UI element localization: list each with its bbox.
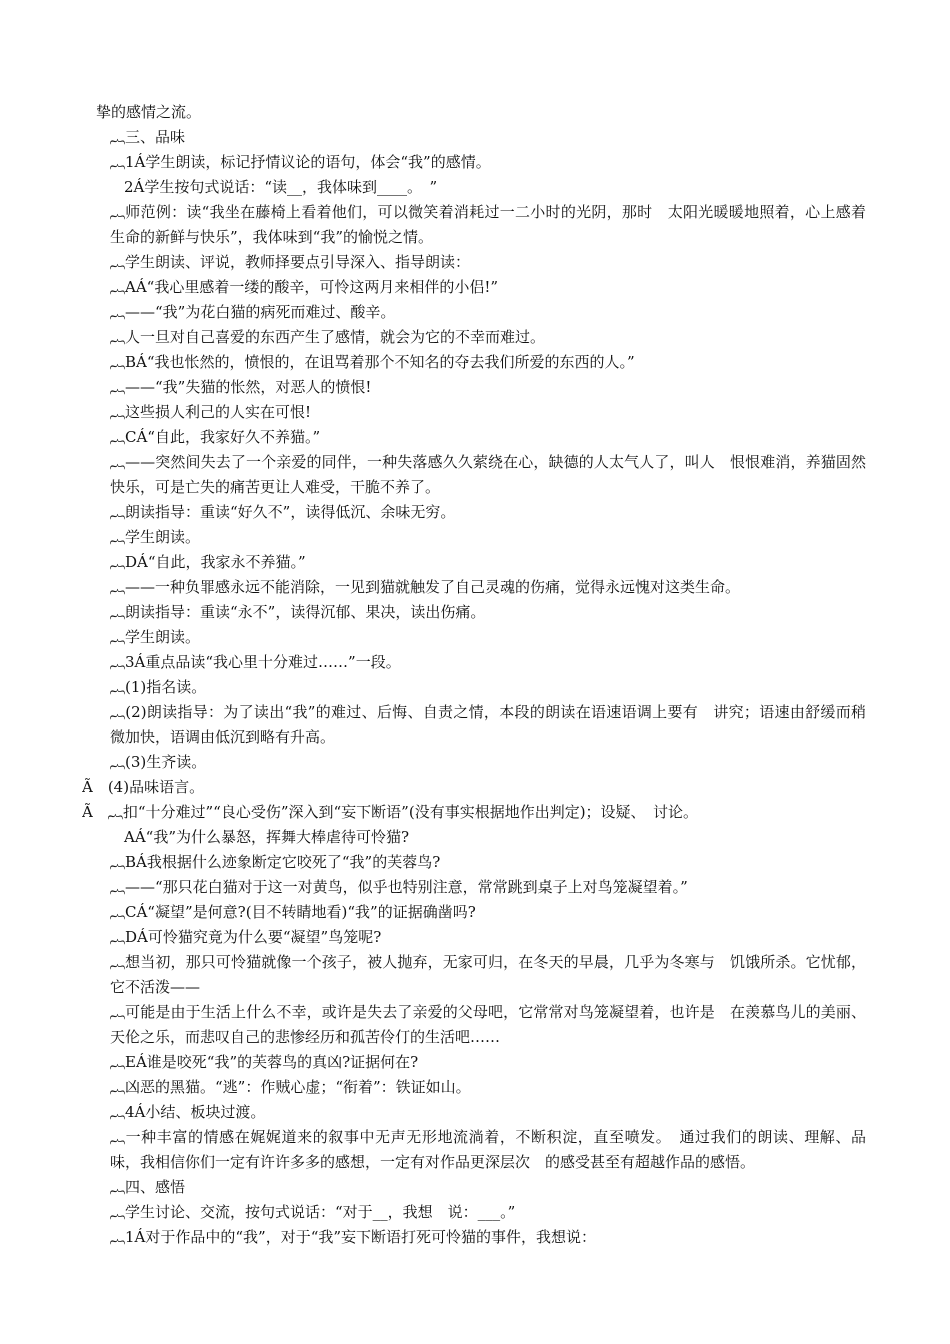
text-line: Ã ︷扣“十分难过”“良心受伤”深入到“妄下断语”(没有事实根据地作出判定)；设疑、 讨论。 [82, 803, 699, 821]
text-line: ︷CÁ“凝望”是何意?(目不转睛地看)“我”的证据确凿吗? [110, 903, 476, 921]
text-line: ︷DÁ“自此，我家永不养猫。” [110, 553, 306, 571]
text-line: ︷这些损人利己的人实在可恨! [110, 403, 312, 421]
text-line: ︷学生讨论、交流，按句式说话：“对于__，我想 说：___。” [110, 1203, 516, 1221]
text-line: AÁ“我”为什么暴怒，挥舞大棒虐待可怜猫? [124, 828, 410, 846]
section-heading: ︷四、感悟 [110, 1178, 186, 1196]
text-line: ︷BÁ“我也怅然的，愤恨的，在诅骂着那个不知名的夺去我们所爱的东西的人。” [110, 353, 635, 371]
section-heading: ︷三、品味 [110, 128, 186, 146]
text-line: ︷凶恶的黑猫。“逃”：作贼心虚；“衔着”：铁证如山。 [110, 1078, 471, 1096]
text-line: ︷3Á重点品读“我心里十分难过……”一段。 [110, 653, 401, 671]
paragraph: ︷一种丰富的情感在娓娓道来的叙事中无声无形地流淌着，不断积淀，直至喷发。 通过我们的朗读、理解、品味，我相信你们一定有许许多多的感想，一定有对作品更深层次 的感受甚至有超越作品的感悟。 [110, 1128, 866, 1171]
paragraph: ︷想当初，那只可怜猫就像一个孩子，被人抛弃，无家可归，在冬天的早晨，几乎为冬寒与 饥饿所杀。它忧郁，它不活泼—— [110, 953, 866, 996]
paragraph: ︷可能是由于生活上什么不幸，或许是失去了亲爱的父母吧，它常常对鸟笼凝望着，也许是 在羡慕鸟儿的美丽、天伦之乐，而悲叹自己的悲惨经历和孤苦伶仃的生活吧…… [110, 1003, 866, 1046]
paragraph: ︷——突然间失去了一个亲爱的同伴，一种失落感久久萦绕在心，缺德的人太气人了，叫人 恨恨难消，养猫固然快乐，可是亡失的痛苦更让人难受，干脆不养了。 [110, 453, 866, 496]
text-line: ︷学生朗读。 [110, 528, 201, 546]
text-line: Ã (4)品味语言。 [82, 778, 205, 796]
text-line: ︷EÁ谁是咬死“我”的芙蓉鸟的真凶?证据何在? [110, 1053, 419, 1071]
text-line: ︷BÁ我根据什么迹象断定它咬死了“我”的芙蓉鸟? [110, 853, 441, 871]
text-line: ︷DÁ可怜猫究竟为什么要“凝望”鸟笼呢? [110, 928, 382, 946]
text-line: ︷人一旦对自己喜爱的东西产生了感情，就会为它的不幸而难过。 [110, 328, 546, 346]
paragraph: ︷(2)朗读指导：为了读出“我”的难过、后悔、自责之情，本段的朗读在语速语调上要有 讲究；语速由舒缓而稍微加快，语调由低沉到略有升高。 [110, 703, 866, 746]
text-line: ︷——“我”为花白猫的病死而难过、酸辛。 [110, 303, 396, 321]
text-line: 2Á学生按句式说话：“读__，我体味到____。 ” [124, 178, 438, 196]
text-line: ︷(1)指名读。 [110, 678, 207, 696]
text-line: ︷AÁ“我心里感着一缕的酸辛，可怜这两月来相伴的小侣!” [110, 278, 499, 296]
text-line: ︷4Á小结、板块过渡。 [110, 1103, 266, 1121]
text-line: ︷CÁ“自此，我家好久不养猫。” [110, 428, 321, 446]
text-line: ︷朗读指导：重读“永不”，读得沉郁、果决，读出伤痛。 [110, 603, 486, 621]
text-line: ︷——“那只花白猫对于这一对黄鸟，似乎也特别注意，常常跳到桌子上对鸟笼凝望着。” [110, 878, 688, 896]
paragraph: ︷师范例：读“我坐在藤椅上看着他们，可以微笑着消耗过一二小时的光阴，那时 太阳光暖暖地照着，心上感着生命的新鲜与快乐”，我体味到“我”的愉悦之情。 [110, 203, 866, 246]
text-line: ︷学生朗读、评说，教师择要点引导深入、指导朗读： [110, 253, 471, 271]
text-line: ︷(3)生齐读。 [110, 753, 207, 771]
text-line: ︷——“我”失猫的怅然，对恶人的愤恨! [110, 378, 372, 396]
text-line: ︷学生朗读。 [110, 628, 201, 646]
text-line: ︷——一种负罪感永远不能消除，一见到猫就触发了自己灵魂的伤痛，觉得永远愧对这类生命。 [110, 578, 741, 596]
document-page [82, 100, 866, 1250]
text-line: 挚的感情之流。 [96, 103, 202, 121]
text-line: ︷1Á对于作品中的“我”，对于“我”妄下断语打死可怜猫的事件，我想说： [110, 1228, 597, 1246]
text-line: ︷朗读指导：重读“好久不”，读得低沉、余味无穷。 [110, 503, 456, 521]
text-line: ︷1Á学生朗读，标记抒情议论的语句，体会“我”的感情。 [110, 153, 491, 171]
